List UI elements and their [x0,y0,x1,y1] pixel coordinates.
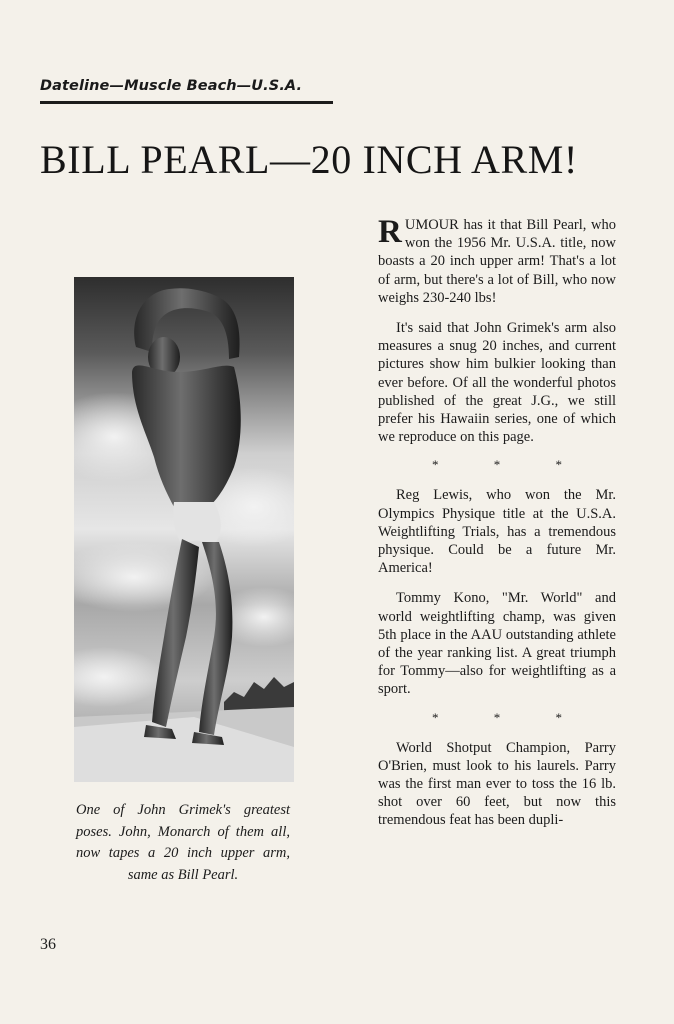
page-number: 36 [40,936,56,953]
section-separator-2: * * * [432,709,588,725]
drop-cap: R [378,214,402,250]
article-column [378,216,616,842]
dateline: Dateline—Muscle Beach—U.S.A. [40,78,303,94]
photo-caption: One of John Grimek's greatest poses. John, Monarch of them all, now tapes a 20 inch upper arm, same as Bill Pearl. [76,802,290,883]
dateline-rule [40,101,333,104]
bodybuilder-illustration [74,277,294,782]
article-paragraph-1 [378,216,616,307]
article-paragraph-2: It's said that John Grimek's arm also measures a snug 20 inches, and current pictures show him bulkier looking than ever before. Of all the wonderful photos published of the great J.G., we still prefer his Hawaiin series, one of which we reproduce on this page. [378,320,616,446]
article-paragraph-4: Tommy Kono, "Mr. World" and world weightlifting champ, was given 5th place in the AAU outstanding athlete of the year ranking list. A great triumph for Tommy—also for weightlifting as a sport. [378,590,616,698]
article-paragraph-3: Reg Lewis, who won the Mr. Olympics Physique title at the U.S.A. Weightlifting Trials, has a tremendous physique. Could be a future Mr. America! [378,487,616,577]
bodybuilder-photo [74,277,294,782]
section-separator-1: * * * [432,457,588,473]
article-paragraph-5: World Shotput Champion, Parry O'Brien, must look to his laurels. Parry was the first man ever to toss the 16 lb. shot over 60 feet, but now this tremendous feat has been dupli- [378,739,616,829]
paragraph-1-text: UMOUR has it that Bill Pearl, who won the 1956 Mr. U.S.A. title, now boasts a 20 inch upper arm! That's a lot of arm, but there's a lot of Bill, who now weighs 230-240 lbs! [378,217,616,306]
headline: BILL PEARL—20 INCH ARM! [40,137,578,182]
